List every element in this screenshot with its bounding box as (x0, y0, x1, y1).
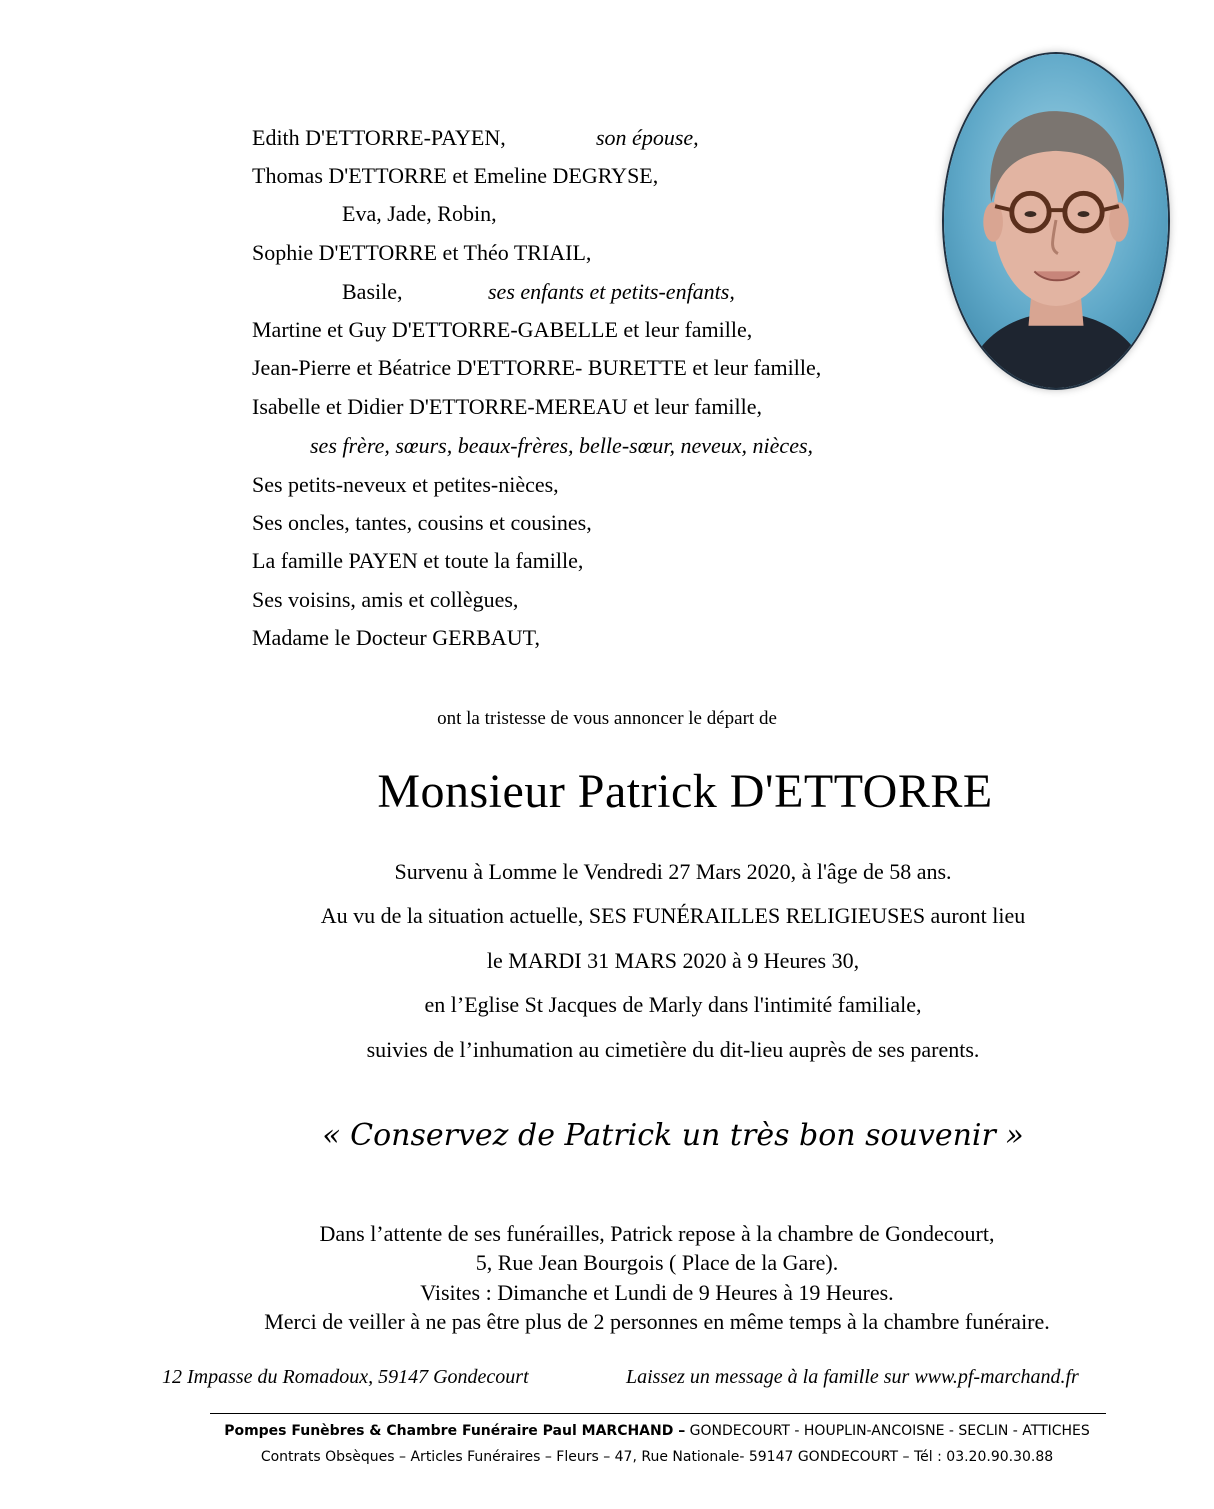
company-towns: GONDECOURT - HOUPLIN-ANCOISNE - SECLIN - ATTICHES (685, 1423, 1090, 1439)
family-line: Eva, Jade, Robin, (342, 201, 497, 226)
portrait-photo (942, 52, 1170, 390)
family-role-spouse: son épouse, (596, 125, 699, 150)
family-line: La famille PAYEN et toute la famille, (252, 548, 584, 573)
family-line-spouse (252, 127, 506, 149)
detail-line: Survenu à Lomme le Vendredi 27 Mars 2020, à l'âge de 58 ans. (394, 859, 952, 884)
repose-line: Dans l’attente de ses funérailles, Patrick repose à la chambre de Gondecourt, (319, 1221, 995, 1246)
portrait-image (944, 54, 1168, 388)
company-name: Pompes Funèbres & Chambre Funéraire Paul MARCHAND – (224, 1423, 686, 1439)
detail-line: le MARDI 31 MARS 2020 à 9 Heures 30, (486, 948, 860, 973)
family-line: Martine et Guy D'ETTORRE-GABELLE et leur famille, (252, 317, 753, 342)
repose-line: Merci de veiller à ne pas être plus de 2 personnes en même temps à la chambre funéraire. (264, 1309, 1050, 1334)
repose-line: Visites : Dimanche et Lundi de 9 Heures à 19 Heures. (420, 1280, 894, 1305)
detail-line: suivies de l’inhumation au cimetière du dit-lieu auprès de ses parents. (366, 1037, 980, 1062)
family-role-children: ses enfants et petits-enfants, (488, 279, 735, 304)
family-line-name: Edith D'ETTORRE-PAYEN, (252, 125, 506, 150)
detail-line: Au vu de la situation actuelle, SES FUNÉRAILLES RELIGIEUSES auront lieu (320, 903, 1026, 928)
family-line: Jean-Pierre et Béatrice D'ETTORRE- BURETTE et leur famille, (252, 355, 822, 380)
family-line: Ses oncles, tantes, cousins et cousines, (252, 510, 592, 535)
family-role-siblings: ses frère, sœurs, beaux-frères, belle-sœur, neveux, nièces, (310, 433, 814, 458)
deceased-name: Monsieur Patrick D'ETTORRE (377, 765, 993, 818)
family-line: Sophie D'ETTORRE et Théo TRIAIL, (252, 240, 592, 265)
family-line: Isabelle et Didier D'ETTORRE-MEREAU et leur famille, (252, 394, 763, 419)
memorial-quote: « Conservez de Patrick un très bon souvenir » (322, 1118, 1024, 1153)
family-line: Thomas D'ETTORRE et Emeline DEGRYSE, (252, 163, 659, 188)
company-line (50, 1423, 1214, 1439)
message-link-text[interactable]: Laissez un message à la famille sur www.pf-marchand.fr (626, 1366, 1079, 1388)
family-line: Madame le Docteur GERBAUT, (252, 625, 540, 650)
announcement-text: ont la tristesse de vous annoncer le départ de (437, 708, 777, 729)
repose-line: 5, Rue Jean Bourgois ( Place de la Gare). (475, 1250, 839, 1275)
funeral-home-address: 12 Impasse du Romadoux, 59147 Gondecourt (162, 1366, 529, 1388)
company-contact-line: Contrats Obsèques – Articles Funéraires – Fleurs – 47, Rue Nationale- 59147 GONDECOURT – Tél : 03.20.90.30.88 (260, 1449, 1054, 1465)
footer-divider (210, 1413, 1106, 1414)
detail-line: en l’Eglise St Jacques de Marly dans l'intimité familiale, (424, 992, 922, 1017)
family-line: Ses petits-neveux et petites-nièces, (252, 472, 559, 497)
family-line: Ses voisins, amis et collègues, (252, 587, 519, 612)
family-line: Basile, (342, 279, 403, 304)
